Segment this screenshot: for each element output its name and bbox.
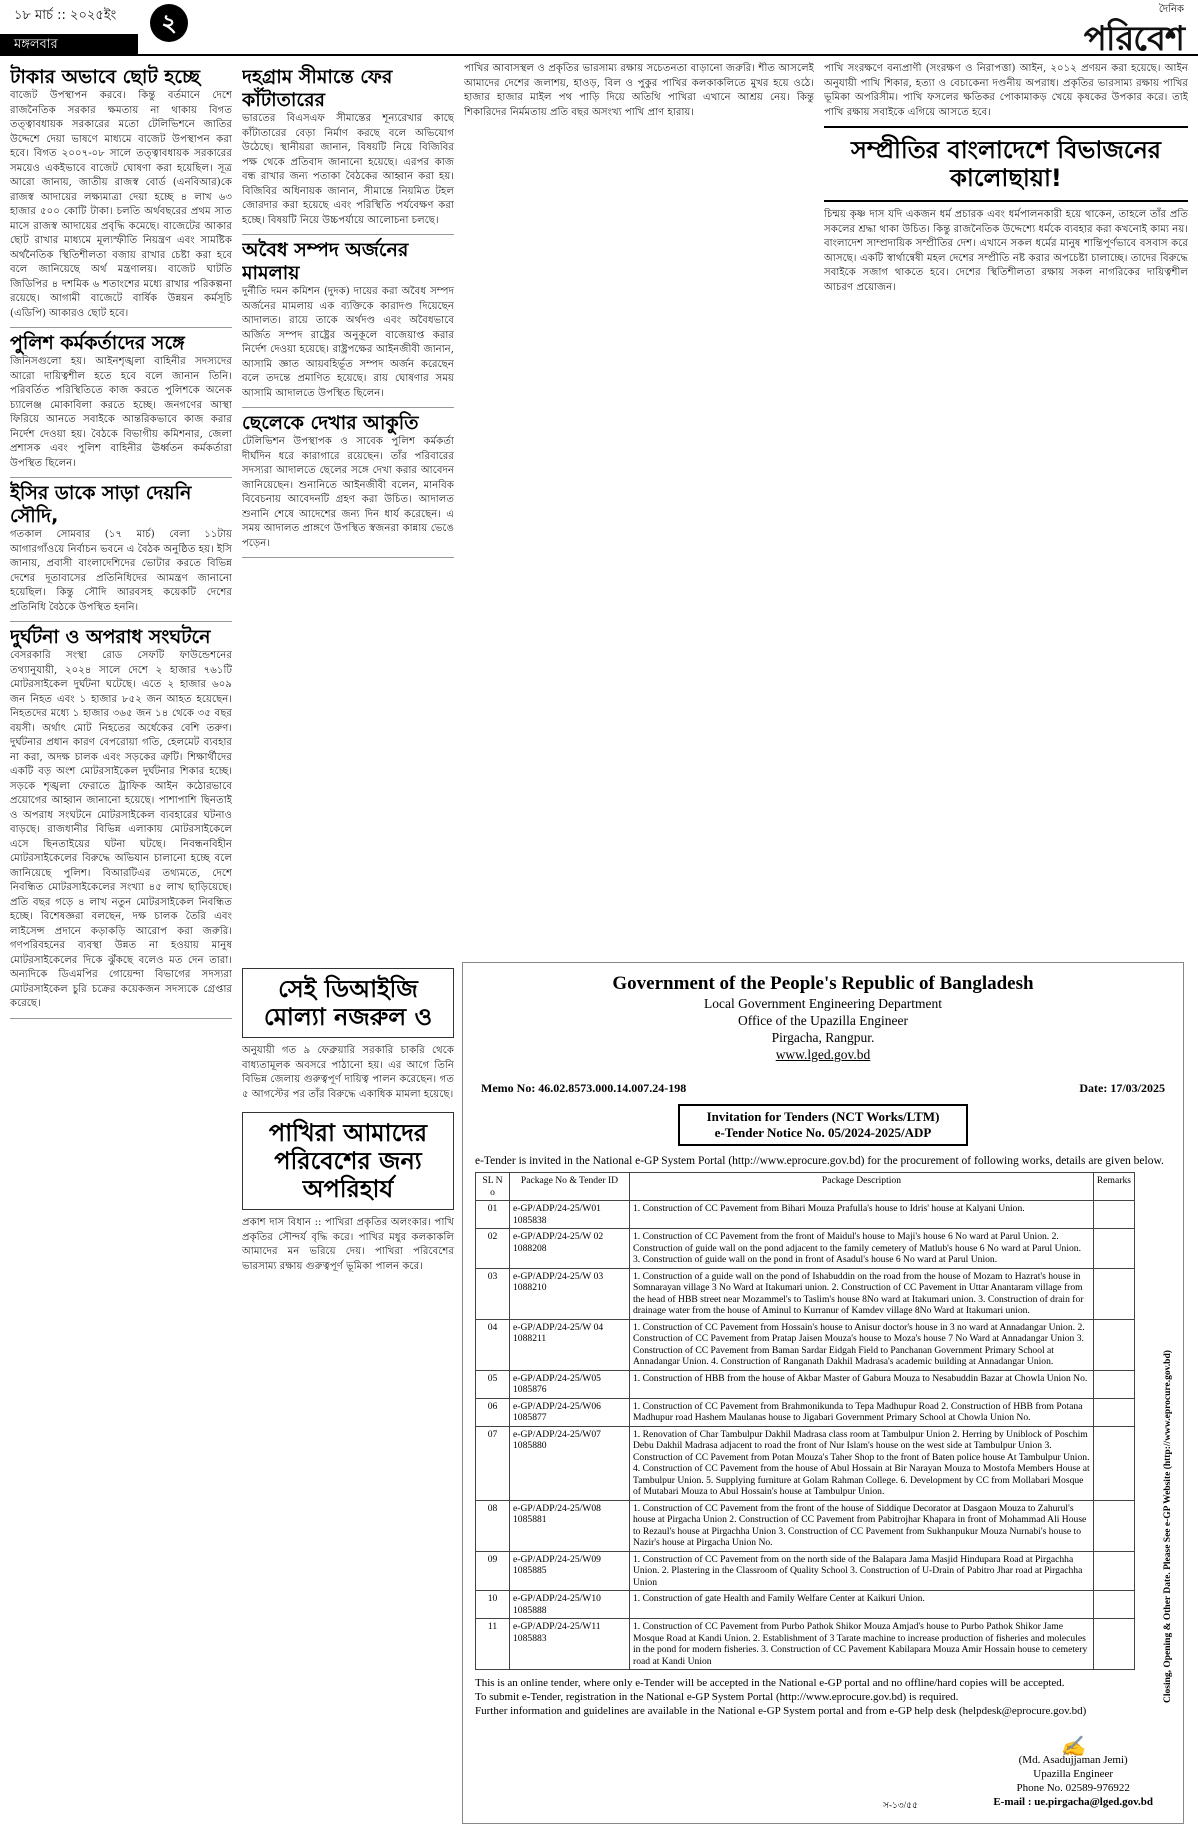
- newspaper-logo: [1084, 2, 1184, 59]
- col-description: Package Description: [630, 1173, 1094, 1201]
- tender-department: Local Government Engineering Department: [703, 996, 943, 1011]
- article-body: পাখির আবাসস্থল ও প্রকৃতির ভারসাম্য রক্ষায় সচেতনতা বাড়ানো জরুরি। শীত আসলেই আমাদের দেশের জলাশয়, হাওড়, বিল ও পুকুর পাখির কলকাকলিতে মুখর হয়ে ওঠে। হাজার হাজার মাইল পথ পাড়ি দিয়ে অতিথি পাখিরা এখানে আশ্রয় নেয়। কিন্তু শিকারিদের নির্মমতায় প্রতি বছর অসংখ্য পাখি প্রাণ হারায়।: [464, 63, 814, 118]
- col-sl: SL N o: [476, 1173, 510, 1201]
- cell-pkg: e-GP/ADP/24-25/W05 1085876: [510, 1370, 630, 1398]
- article-body: টেলিভিশন উপস্থাপক ও সাবেক পুলিশ কর্মকর্তা দীর্ঘদিন ধরে কারাগারে রয়েছেন। তাঁর পরিবারের সদস্যরা আদালতে ছেলের সঙ্গে দেখা করার আবেদন জানিয়েছেন। শুনানিতে আইনজীবী বলেন, মানবিক বিবেচনায় আবেদনটি গ্রহণ করা উচিত। আদালত শুনানি শেষে আদেশের জন্য দিন ধার্য করেছেন। এ সময় আদালত প্রাঙ্গণে উপস্থিত স্বজনরা কান্নায় ভেঙে পড়েন।: [242, 436, 454, 549]
- article-headline: পাখিরা আমাদের পরিবেশের জন্য অপরিহার্য: [268, 1119, 428, 1203]
- cell-pkg: e-GP/ADP/24-25/W11 1085883: [510, 1619, 630, 1670]
- cell-sl: 07: [476, 1426, 510, 1500]
- article-body: ভারতের বিএসএফ সীমান্তের শূন্যরেখার কাছে কাঁটাতারের বেড়া নির্মাণ করছে বলে অভিযোগ উঠেছে। স্থানীয়রা জানান, বিষয়টি নিয়ে বিজিবির পক্ষ থেকে প্রতিবাদ জানানো হয়েছে। এরপর কাজ বন্ধ রাখার জন্য পতাকা বৈঠকের আহ্বান করা হয়। বিজিবির অধিনায়ক জানান, সীমান্তে নিয়মিত টহল জোরদার করা হয়েছে এবং পরিস্থিতি পর্যবেক্ষণ করা হচ্ছে। বিষয়টি নিয়ে উচ্চপর্যায়ে আলোচনা চলছে।: [242, 113, 454, 226]
- cell-sl: 06: [476, 1398, 510, 1426]
- cell-sl: 04: [476, 1319, 510, 1370]
- tender-note: To submit e-Tender, registration in the National e-GP System Portal (http://www.eprocure.gov.bd) is required.: [475, 1691, 959, 1703]
- weekday-label: মঙ্গলবার: [0, 34, 138, 56]
- article-body: বেসরকারি সংস্থা রোড সেফটি ফাউন্ডেশনের তথ্যানুযায়ী, ২০২৪ সালে দেশে ২ হাজার ৭৬১টি মোটরসাইকেল দুর্ঘটনা ঘটেছে। এতে ২ হাজার ৬০৯ জন নিহত এবং ১ হাজার ৮৫২ জন আহত হয়েছেন। নিহতদের মধ্যে ১ হাজার ৩৬৫ জন ১৪ থেকে ৩৫ বছর বয়সী। অর্থাৎ মোট নিহতের অর্ধেকের বেশি তরুণ। দুর্ঘটনার প্রধান কারণ বেপরোয়া গতি, হেলমেট ব্যবহার না করা, অদক্ষ চালক এবং সড়কের ত্রুটি। শিক্ষার্থীদের একটি বড় অংশ মোটরসাইকেল দুর্ঘটনার শিকার হচ্ছে। সড়কে শৃঙ্খলা ফেরাতে ট্রাফিক আইন কঠোরভাবে প্রয়োগের আহ্বান জানানো হয়েছে। পাশাপাশি ছিনতাই ও অপরাধ সংঘটনে মোটরসাইকেল ব্যবহারের ঘটনাও বাড়ছে। রাজধানীর বিভিন্ন এলাকায় মোটরসাইকেলে এসে ছিনতাইয়ের ঘটনা ঘটছে। নিবন্ধনবিহীন মোটরসাইকেলের বিরুদ্ধে অভিযান চালানো হচ্ছে বলে জানিয়েছে পুলিশ। বিআরটিএর তথ্যমতে, দেশে নিবন্ধিত মোটরসাইকেলের সংখ্যা ৪৫ লাখ ছাড়িয়েছে। প্রতি বছর গড়ে ৪ লাখ নতুন মোটরসাইকেল নিবন্ধিত হচ্ছে। বিশেষজ্ঞরা বলছেন, দক্ষ চালক তৈরি এবং লাইসেন্স প্রদানে কড়াকড়ি আরোপ করা জরুরি। গণপরিবহনের ব্যবস্থা উন্নত না হওয়ায় মানুষ মোটরসাইকেলের দিকে ঝুঁকছে বলেও মত দেন তারা। অন্যদিকে ডিএমপির গোয়েন্দা বিভাগের সদস্যরা মোটরসাইকেল চুরি চক্রের কয়েকজন সদস্যকে গ্রেপ্তার করেছে।: [10, 650, 232, 1009]
- column-4: [824, 62, 1188, 952]
- article-headline: টাকার অভাবে ছোট হচ্ছে: [10, 66, 200, 88]
- table-row: [476, 1370, 1135, 1398]
- cell-desc: 1. Construction of HBB from the house of Akbar Master of Gabura Mouza to Nesabuddin Bazar at Chowla Union No.: [630, 1370, 1094, 1398]
- cell-desc: 1. Construction of CC Pavement from Brahmonikunda to Tepa Madhupur Road 2. Construction of HBB from Potana Madhupur road Hashem Maulanas house to Jigabari Government Primary School at Chowla Union No.: [630, 1398, 1094, 1426]
- tender-place: Pirgacha, Rangpur.: [771, 1030, 875, 1045]
- cell-rem: [1093, 1551, 1134, 1591]
- tender-date: Date: 17/03/2025: [1079, 1081, 1165, 1095]
- page-number: ২: [150, 4, 188, 42]
- cell-rem: [1093, 1229, 1134, 1269]
- cell-desc: 1. Construction of a guide wall on the pond of Ishabuddin on the road from the house of Mozam to Hazrat's house in Somnarayan village 3 No Ward at Itakumari union. 2. Construction of CC Pavement in Uttar Anantaram village from the head of HBB street near Mozammel's to Taslim's house 8No ward at Itakumari union. 3. Construction of drain for drainage water from the house of Aminul to Kurranur of Kamdev village 8No Ward at Itakumari union.: [630, 1268, 1094, 1319]
- article: [10, 478, 232, 622]
- logo-small-text: দৈনিক: [1158, 4, 1184, 15]
- cell-pkg: e-GP/ADP/24-25/W07 1085880: [510, 1426, 630, 1500]
- tender-office: Office of the Upazilla Engineer: [738, 1013, 908, 1028]
- table-row: [476, 1229, 1135, 1269]
- cell-pkg: e-GP/ADP/24-25/W09 1085885: [510, 1551, 630, 1591]
- col-remarks: Remarks: [1093, 1173, 1134, 1201]
- table-header-row: [476, 1173, 1135, 1201]
- cell-rem: [1093, 1591, 1134, 1619]
- table-row: [476, 1426, 1135, 1500]
- cell-pkg: e-GP/ADP/24-25/W10 1085888: [510, 1591, 630, 1619]
- table-row: [476, 1201, 1135, 1229]
- table-row: [476, 1591, 1135, 1619]
- issue-date: ১৮ মার্চ :: ২০২৫ইং: [14, 8, 117, 23]
- logo-main-text: পরিবেশ: [1083, 19, 1184, 59]
- article: [10, 328, 232, 478]
- package-table: [475, 1172, 1135, 1670]
- signatory-title: Upazilla Engineer: [1033, 1768, 1114, 1780]
- table-row: [476, 1268, 1135, 1319]
- cell-sl: 11: [476, 1619, 510, 1670]
- article-headline: সেই ডিআইজি মোল্যা নজরুল ও: [263, 975, 433, 1031]
- article-headline: ছেলেকে দেখার আকুতি: [242, 412, 419, 434]
- signature-block: [993, 1734, 1153, 1809]
- cell-sl: 02: [476, 1229, 510, 1269]
- table-row: [476, 1551, 1135, 1591]
- article-headline: অবৈধ সম্পদ অর্জনের মামলায়: [242, 239, 409, 284]
- cell-desc: 1. Construction of CC Pavement from the front of the house of Siddique Decorator at Dasgaon Mouza to Zahurul's house at Pirgacha Union 2. Construction of CC Pavement from Pabitrojhar Khapara in front of Mohammad Ali House to Rezaul's house at Pirgachha Union 3. Construction of CC Pavement from Sukhanpukur Mouza Nurnabi's house to Nazir's house at Pirgacha Union No.: [630, 1500, 1094, 1551]
- column-1: [10, 62, 232, 1826]
- headline-box: [242, 1112, 454, 1210]
- article-body: দুর্নীতি দমন কমিশন (দুদক) দায়ের করা অবৈধ সম্পদ অর্জনের মামলায় এক ব্যক্তিকে কারাদণ্ড দিয়েছেন আদালত। রায়ে তাকে অর্থদণ্ড এবং অবৈধভাবে অর্জিত সম্পদ রাষ্ট্রের অনুকূলে বাজেয়াপ্ত করার নির্দেশ দেওয়া হয়েছে। রাষ্ট্রপক্ষের আইনজীবী জানান, আসামি জ্ঞাত আয়বহির্ভূত সম্পদ অর্জন করেছেন বলে তদন্তে প্রমাণিত হয়েছে। রায় ঘোষণার সময় আসামি আদালতে উপস্থিত ছিলেন।: [242, 286, 454, 399]
- cell-rem: [1093, 1398, 1134, 1426]
- signature-mark: ✍: [1060, 1734, 1086, 1758]
- package-table-body: [476, 1201, 1135, 1670]
- cell-pkg: e-GP/ADP/24-25/W 02 1088208: [510, 1229, 630, 1269]
- cell-rem: [1093, 1426, 1134, 1500]
- article-headline: দহগ্রাম সীমান্তে ফের কাঁটাতারের: [242, 66, 393, 111]
- tender-notice-no: e-Tender Notice No. 05/2024-2025/ADP: [714, 1125, 932, 1140]
- article: [242, 235, 454, 408]
- tender-inv-title: Invitation for Tenders (NCT Works/LTM): [706, 1109, 940, 1124]
- ad-code: স-১৩/৫৫: [883, 1800, 918, 1810]
- article-body: প্রকাশ দাস বিধান :: পাখিরা প্রকৃতির অলংকার। পাখি প্রকৃতির সৌন্দর্য বৃদ্ধি করে। পাখির মধুর কলকাকলি আমাদের মন ভরিয়ে দেয়। পাখিরা পরিবেশের ভারসাম্য রক্ষায় গুরুত্বপূর্ণ ভূমিকা পালন করে।: [242, 1217, 454, 1272]
- tender-note: This is an online tender, where only e-Tender will be accepted in the National e-GP portal and no offline/hard copies will be accepted.: [475, 1677, 1065, 1689]
- cell-sl: 05: [476, 1370, 510, 1398]
- col-package: Package No & Tender ID: [510, 1173, 630, 1201]
- editorial-callout: [824, 126, 1188, 202]
- cell-sl: 09: [476, 1551, 510, 1591]
- masthead: [0, 0, 1198, 59]
- tender-notice: [462, 962, 1184, 1824]
- headline-box: [242, 968, 454, 1038]
- column-2-lower: [242, 962, 454, 1826]
- article: [242, 62, 454, 235]
- tender-memo-row: [481, 1081, 1165, 1096]
- signatory-name: (Md. Asadujjaman Jemi): [1018, 1754, 1128, 1766]
- article-headline: দুর্ঘটনা ও অপরাধ সংঘটনে: [10, 626, 211, 648]
- cell-rem: [1093, 1268, 1134, 1319]
- table-row: [476, 1619, 1135, 1670]
- cell-pkg: e-GP/ADP/24-25/W 03 1088210: [510, 1268, 630, 1319]
- article: [10, 62, 232, 328]
- article-body: চিন্ময় কৃষ্ণ দাস যদি একজন ধর্ম প্রচারক এবং ধর্মপালনকারী হয়ে থাকেন, তাহলে তাঁর প্রতি সকলের শ্রদ্ধা থাকা উচিত। কিন্তু রাজনৈতিক উদ্দেশ্যে ধর্মকে ব্যবহার করা কখনোই কাম্য নয়। বাংলাদেশ সাম্প্রদায়িক সম্প্রীতির দেশ। এখানে সকল ধর্মের মানুষ শান্তিপূর্ণভাবে বসবাস করে আসছে। একটি স্বার্থান্বেষী মহল দেশের সম্প্রীতি নষ্ট করার অপচেষ্টা চালাচ্ছে। তাদের বিরুদ্ধে সবাইকে সজাগ থাকতে হবে। দেশের স্থিতিশীলতা রক্ষায় সকল নাগরিকের দায়িত্বশীল আচরণ প্রয়োজন।: [824, 209, 1188, 293]
- tender-intro: e-Tender is invited in the National e-GP System Portal (http://www.eprocure.gov.bd) for the procurement of following works, details are given below.: [475, 1155, 1164, 1167]
- cell-desc: 1. Construction of gate Health and Family Welfare Center at Kaikuri Union.: [630, 1591, 1094, 1619]
- cell-pkg: e-GP/ADP/24-25/W06 1085877: [510, 1398, 630, 1426]
- tender-notes: [475, 1676, 1171, 1718]
- table-row: [476, 1500, 1135, 1551]
- tender-government: Government of the People's Republic of Bangladesh: [612, 973, 1034, 994]
- cell-rem: [1093, 1619, 1134, 1670]
- cell-rem: [1093, 1201, 1134, 1229]
- tender-memo: Memo No: 46.02.8573.000.14.007.24-198: [481, 1081, 687, 1095]
- cell-sl: 10: [476, 1591, 510, 1619]
- cell-rem: [1093, 1370, 1134, 1398]
- article: [242, 408, 454, 558]
- column-3: [464, 62, 814, 952]
- cell-rem: [1093, 1319, 1134, 1370]
- article-body: বাজেট উপস্থাপন করবে। কিন্তু বর্তমানে দেশে রাজনৈতিক সরকার ক্ষমতায় না থাকায় বিগত তত্ত্বাবধায়ক সরকারের মতো টেলিভিশনে জাতির উদ্দেশে দেয়া ভাষণে মাধ্যমে বাজেট উপস্থাপন করা হবে। বিগত ২০০৭-০৮ সালে তত্ত্বাবধায়ক সরকারের সময়েও একইভাবে বাজেট ঘোষণা করা হয়েছিল। সূত্র আরো জানায়, জাতীয় রাজস্ব বোর্ড (এনবিআর)কে রাজস্ব আদায়ের লক্ষ্যমাত্রা দেয়া হচ্ছে ৪ লাখ ৬৩ হাজার ৫০০ কোটি টাকা। চলতি অর্থবছরের প্রথম সাত মাসে রাজস্ব আদায়ের প্রবৃদ্ধি কমেছে। বাজেটের আকার ছোট রাখার মাধ্যমে মূল্যস্ফীতি নিয়ন্ত্রণ এবং সামষ্টিক অর্থনৈতিক স্থিতিশীলতা বজায় রাখার চেষ্টা করা হবে বলে জানিয়েছে অর্থ মন্ত্রণালয়। বাজেট ঘাটতি জিডিপির ৪ দশমিক ৬ শতাংশের মধ্যে রাখার পরিকল্পনা রয়েছে। আগামী বাজেটে বার্ষিক উন্নয়ন কর্মসূচি (এডিপি) আকারও ছোট হবে।: [10, 90, 232, 319]
- article: [10, 622, 232, 1019]
- cell-pkg: e-GP/ADP/24-25/W01 1085838: [510, 1201, 630, 1229]
- cell-pkg: e-GP/ADP/24-25/W08 1085881: [510, 1500, 630, 1551]
- cell-sl: 01: [476, 1201, 510, 1229]
- cell-sl: 03: [476, 1268, 510, 1319]
- tender-website[interactable]: www.lged.gov.bd: [775, 1047, 871, 1062]
- column-2: [242, 62, 454, 952]
- editorial-headline: সম্প্রীতির বাংলাদেশে বিভাজনের কালোছায়া!: [851, 136, 1161, 192]
- tender-note: Further information and guidelines are available in the National e-GP System portal and from e-GP help desk (helpdesk@eprocure.gov.bd): [475, 1705, 1087, 1717]
- signatory-email[interactable]: E-mail : ue.pirgacha@lged.gov.bd: [993, 1796, 1153, 1808]
- cell-sl: 08: [476, 1500, 510, 1551]
- cell-desc: 1. Construction of CC Pavement from the front of Maidul's house to Maji's house 6 No ward at Parul Union. 2. Construction of guide wall on the pond adjacent to the family cemetery of Matlub's house 6 No ward at Parul Union. 3. Construction of guide wall on the pond in front of Asadul's house 6 No ward at Parul Union.: [630, 1229, 1094, 1269]
- article-headline: ইসির ডাকে সাড়া দেয়নি সৌদি,: [10, 482, 192, 527]
- signatory-phone: Phone No. 02589-976922: [1016, 1782, 1130, 1794]
- cell-desc: 1. Construction of CC Pavement from on the north side of the Balapara Jama Masjid Hindupara Road at Pirgachha Union. 2. Plastering in the Classroom of Quality School 3. Construction of U-Drain of Pabitro Jhar road at Pirgachha Union: [630, 1551, 1094, 1591]
- table-row: [476, 1319, 1135, 1370]
- table-row: [476, 1398, 1135, 1426]
- cell-desc: 1. Construction of CC Pavement from Bihari Mouza Prafulla's house to Idris' house at Kalyani Union.: [630, 1201, 1094, 1229]
- article-body: পাখি সংরক্ষণে বন্যপ্রাণী (সংরক্ষণ ও নিরাপত্তা) আইন, ২০১২ প্রণয়ন করা হয়েছে। আইন অনুযায়ী পাখি শিকার, হত্যা ও বেচাকেনা দণ্ডনীয় অপরাধ। প্রকৃতির ভারসাম্য রক্ষায় পাখির ভূমিকা অপরিসীম। পাখি ফসলের ক্ষতিকর পোকামাকড় খেয়ে কৃষকের উপকার করে। তাই পাখি রক্ষায় সবাইকে এগিয়ে আসতে হবে।: [824, 63, 1188, 118]
- tender-side-note: Closing, Opening & Other Date. Please See e-GP Website (http://www.eprocure.gov.bd): [1163, 1350, 1173, 1703]
- article-body: জিনিসগুলো হয়। আইনশৃঙ্খলা বাহিনীর সদস্যদের আরো দায়িত্বশীল হতে হবে বলে জানান তিনি। পরিবর্তিত পরিস্থিতিতে কাজ করতে পুলিশকে অনেক চ্যালেঞ্জ মোকাবিলা করতে হচ্ছে। জনগণের আস্থা ফিরিয়ে আনতে সবাইকে আন্তরিকভাবে কাজ করার নির্দেশ দেওয়া হয়। বৈঠকে বিভাগীয় কমিশনার, জেলা প্রশাসক এবং পুলিশ বাহিনীর ঊর্ধ্বতন কর্মকর্তারা উপস্থিত ছিলেন।: [10, 356, 232, 469]
- cell-pkg: e-GP/ADP/24-25/W 04 1088211: [510, 1319, 630, 1370]
- cell-rem: [1093, 1500, 1134, 1551]
- cell-desc: 1. Renovation of Char Tambulpur Dakhil Madrasa class room at Tambulpur Union 2. Herring by Uniblock of Poschim Debu Dakhil Madrasa adjacent to road the front of Nur Islam's house on the west side at Tambulpur Union 3. Construction of CC Pavement from Potan Mouza's Taher Shop to the front of Baten police house At Tambulpur Union. 4. Construction of CC Pavement from the house of Abul Hossain at Bir Narayan Mouza to Mostofa Members House at Tambulpur Union. 5. Supplying furniture at Golam Rahman College. 6. Development by CC from Mollabari Mosque of Mutabari Mouza to Abul Hossain's house at Tambulpur Union.: [630, 1426, 1094, 1500]
- article-body: অনুযায়ী গত ৯ ফেব্রুয়ারি সরকারি চাকরি থেকে বাধ্যতামূলক অবসরে পাঠানো হয়। এর আগে তিনি বিভিন্ন জেলায় গুরুত্বপূর্ণ দায়িত্ব পালন করেছেন। গত ৫ আগস্টের পর তাঁর বিরুদ্ধে একাধিক মামলা হয়েছে।: [242, 1045, 454, 1100]
- cell-desc: 1. Construction of CC Pavement from Hossain's house to Anisur doctor's house in 3 no ward at Annadangar Union. 2. Construction of CC Pavement from Pratap Jaisen Mouza's house to Moza's house 7 No Ward at Annadangar Union 3. Construction of CC Pavement from Baman Sardar Eidgah Field to Panchanan Government Primary School at Annadangar Union. 4. Construction of Ranganath Dakhil Madrasa's academic building at Annadangar Union.: [630, 1319, 1094, 1370]
- tender-invitation: [678, 1104, 968, 1146]
- cell-desc: 1. Construction of CC Pavement from Purbo Pathok Shikor Mouza Amjad's house to Purbo Pathok Shikor Jame Mosque Road at Kandi Union. 2. Establishment of 3 Tarate machine to increase production of fisheries and molecules in the pond for modern fisheries. 3. Construction of CC Pavement Kabilapara Mouza Amir Hossain house to cemetery road at Kandi Union: [630, 1619, 1094, 1670]
- article-body: গতকাল সোমবার (১৭ মার্চ) বেলা ১১টায় আগারগাঁওয়ে নির্বাচন ভবনে এ বৈঠক অনুষ্ঠিত হয়। ইসি জানায়, প্রবাসী বাংলাদেশিদের ভোটার করতে বিভিন্ন দেশের দূতাবাসের প্রতিনিধিদের আমন্ত্রণ জানানো হয়েছিল। কিন্তু সৌদি আরবসহ কয়েকটি দেশের প্রতিনিধি বৈঠকে উপস্থিত হননি।: [10, 529, 232, 613]
- article-headline: পুলিশ কর্মকর্তাদের সঙ্গে: [10, 332, 185, 354]
